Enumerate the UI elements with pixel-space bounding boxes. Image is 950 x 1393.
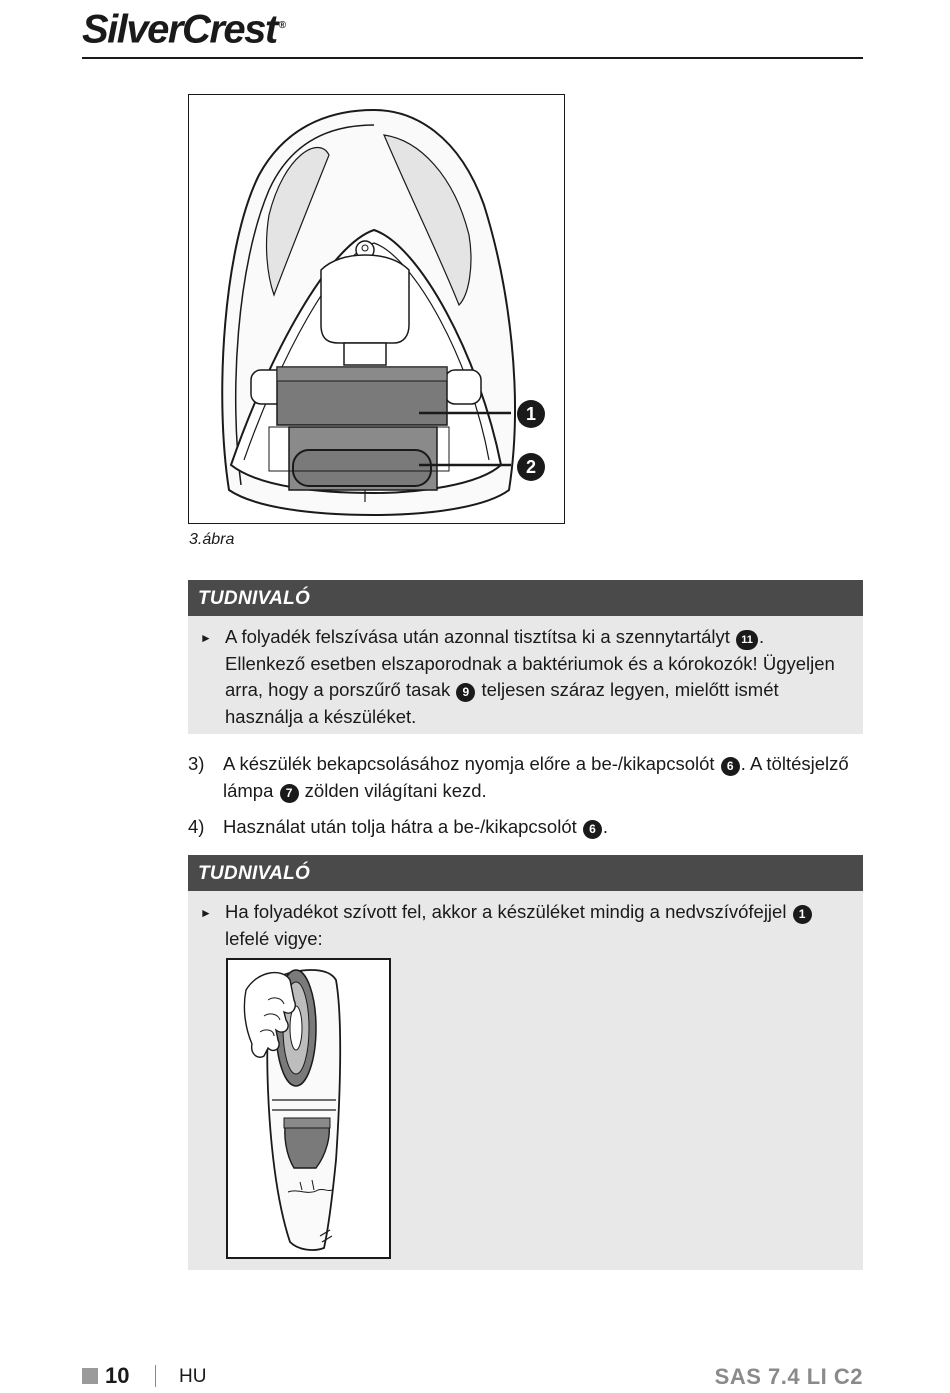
triangle-right-icon: ► — [200, 906, 212, 920]
brand-logo — [82, 4, 285, 51]
part-number-badge: 1 — [793, 905, 812, 924]
step-text-part: . A töltésjelző lámpa — [223, 753, 849, 801]
step-text-part: . — [602, 816, 609, 837]
step-text-part: Használat után tolja hátra a be-/kikapcsolót — [223, 816, 582, 837]
model-number: SAS 7.4 LI C2 — [714, 1364, 863, 1389]
callout-2: 2 — [517, 453, 545, 481]
page-marker-square — [82, 1368, 98, 1384]
note-heading: TUDNIVALÓ — [188, 580, 863, 616]
step-text — [188, 751, 863, 804]
figure-caption: 3.ábra — [189, 531, 235, 548]
step-text — [188, 814, 863, 841]
note-text: . Ellenkező esetben elszaporodnak a baktériumok és a kórokozók! Ügyeljen arra, hogy a porszűrő tasak — [225, 626, 835, 700]
part-number-badge: 11 — [736, 630, 758, 650]
part-number-badge: 9 — [456, 683, 475, 702]
part-number-badge: 6 — [721, 757, 740, 776]
brand-name: SilverCrest — [82, 7, 277, 52]
note-text: Ha folyadékot szívott fel, akkor a készüléket mindig a nedvszívófejjel — [225, 901, 792, 922]
figure-3-vacuum-illustration — [188, 94, 565, 524]
step-number: 4) — [188, 816, 205, 837]
step-4 — [188, 814, 863, 841]
part-number-badge: 7 — [280, 784, 299, 803]
callout-1: 1 — [517, 400, 545, 428]
header-rule — [82, 57, 863, 59]
vacuum-held-down-illustration — [228, 960, 389, 1257]
step-3 — [188, 751, 863, 804]
hand-held-vacuum-illustration — [226, 958, 391, 1259]
registered-mark: ® — [278, 20, 285, 31]
page-number: 10 — [105, 1363, 130, 1388]
footer-separator — [155, 1365, 156, 1387]
note-text: teljesen száraz legyen, mielőtt ismét használja a készüléket. — [225, 679, 779, 727]
vacuum-front-illustration — [189, 95, 563, 522]
language-code: HU — [179, 1366, 207, 1387]
step-text-part: zölden világítani kezd. — [299, 779, 487, 801]
step-number: 3) — [188, 753, 205, 774]
note-heading: TUDNIVALÓ — [188, 855, 863, 891]
note-text: lefelé vigye: — [225, 927, 323, 949]
step-text-part: A készülék bekapcsolásához nyomja előre a be-/kikapcsolót — [223, 753, 720, 774]
note-body — [188, 616, 863, 740]
triangle-right-icon: ► — [200, 631, 212, 645]
note-body — [188, 891, 863, 962]
note-text: A folyadék felszívása után azonnal tisztítsa ki a szennytartályt — [225, 626, 736, 647]
part-number-badge: 6 — [583, 820, 602, 839]
note-box-1 — [188, 580, 863, 734]
